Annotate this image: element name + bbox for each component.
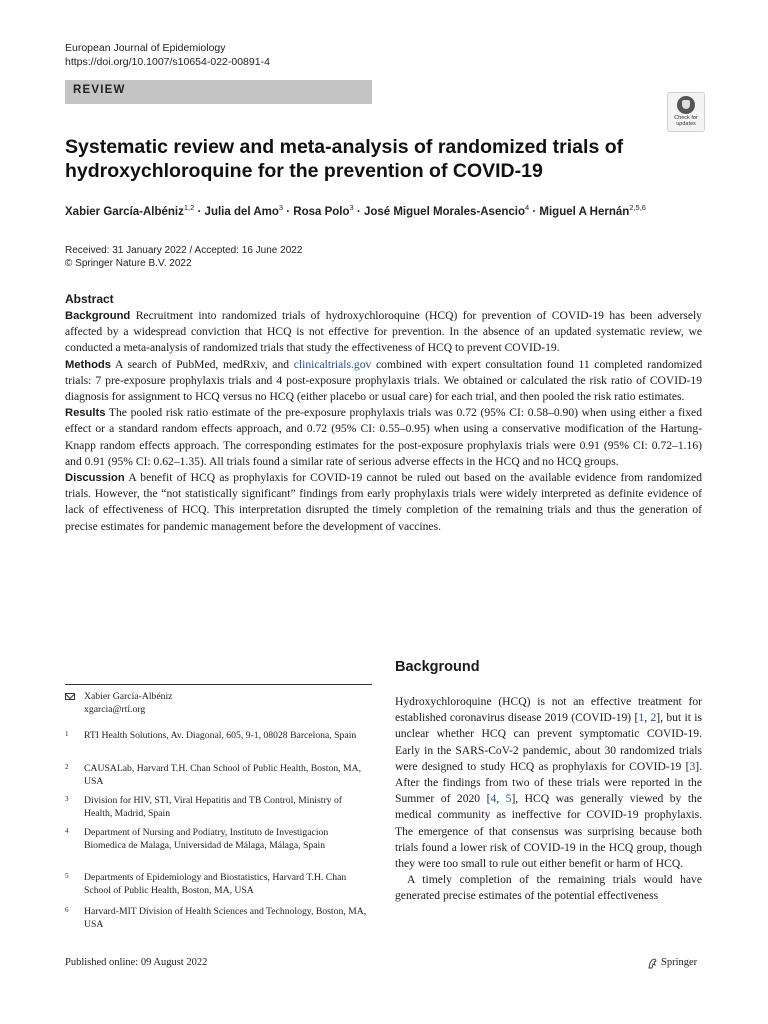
- citation-link[interactable]: 4: [490, 792, 497, 806]
- abstract-discussion-label: Discussion: [65, 472, 125, 485]
- author-affiliation: 4: [524, 203, 530, 212]
- affiliation-text: Division for HIV, STI, Viral Hepatitis and TB Control, Ministry of Health, Madrid, Spain: [84, 795, 343, 819]
- author-list: Xabier García-Albéniz$^{1,2}$ · Julia del Amo$^3$ · Rosa Polo$^3$ · José Miguel Morales-Asencio$^4$ · Miguel A Hernán$^{2,5,6}$: [65, 203, 646, 218]
- bookmark-icon: [677, 96, 695, 114]
- body-text: ,: [644, 711, 651, 725]
- abstract-results-text: The pooled risk ratio estimate of the pre-exposure prophylaxis trials was 0.72 (95% CI: 0.58–0.90) when using either a fixed effect or a standard random effects approach, and 0.72 (95% CI: 0.55–0.95) when using a conservative modification of the Hartung-Knapp random effects approach. The corresponding estimates for the post-exposure prophylaxis trials were 0.91 (95% CI: 0.72–1.16) and 0.91 (95% CI: 0.62–1.35). All trials found a similar rate of serious adverse effects in the HCQ and no HCQ groups.: [65, 406, 702, 468]
- background-paragraph: [395, 694, 702, 872]
- correspondence-name: Xabier García-Albéniz: [84, 691, 173, 702]
- author-name[interactable]: Julia del Amo: [204, 206, 279, 218]
- affiliation-text: Department of Nursing and Podiatry, Instituto de Investigacion Biomedica de Malaga, Universidad de Málaga, Málaga, Spain: [84, 827, 329, 851]
- springer-horse-icon: [648, 958, 657, 969]
- citation-link[interactable]: 1: [638, 711, 645, 725]
- affiliation-item: [65, 905, 365, 933]
- abstract-methods: [65, 357, 702, 406]
- check-for-updates-badge[interactable]: [667, 92, 705, 132]
- footnote-divider: [65, 684, 372, 685]
- abstract-background-text: Recruitment into randomized trials of hydroxychloroquine (HCQ) for prevention of COVID-19 has been adversely affected by a widespread conviction that HCQ is not effective for prevention. In the absence of an updated systematic review, we conducted a meta-analysis of randomized trials that study the effectiveness of HCQ to prevent COVID-19.: [65, 309, 702, 355]
- affiliation-number: 1: [65, 730, 69, 738]
- affiliation-text: RTI Health Solutions, Av. Diagonal, 605, 9-1, 08028 Barcelona, Spain: [84, 730, 357, 741]
- author-affiliation: 3: [349, 203, 354, 212]
- author-name[interactable]: José Miguel Morales-Asencio: [363, 206, 525, 218]
- abstract-discussion: [65, 470, 702, 535]
- abstract-methods-text: A search of PubMed, medRxiv, and: [115, 357, 290, 371]
- citation-link[interactable]: 2: [650, 711, 657, 725]
- affiliation-number: 2: [65, 763, 69, 771]
- published-date: Published online: 09 August 2022: [65, 957, 208, 968]
- abstract-background: [65, 308, 702, 357]
- author-name[interactable]: Miguel A Hernán: [539, 206, 630, 218]
- publisher-name: Springer: [661, 957, 698, 968]
- correspondence: [65, 690, 365, 718]
- background-body: [395, 694, 702, 905]
- author-affiliation: 2,5,6: [629, 203, 646, 212]
- author-name[interactable]: Rosa Polo: [293, 206, 350, 218]
- affiliation-item: [65, 794, 365, 822]
- body-text: ], HCQ was generally viewed by the medical community as ineffective for COVID-19 prophylaxis. The emergence of that consensus was surprising because both trials found a lower risk of COVID-19 in the HCQ group, though they were too small to rule out either benefit or harm of HCQ.: [395, 792, 702, 871]
- copyright-notice: © Springer Nature B.V. 2022: [65, 258, 192, 269]
- body-text: ]. After the findings from two of these trials were reported in the Summer of 2020 [: [395, 759, 702, 806]
- affiliation-text: Departments of Epidemiology and Biostatistics, Harvard T.H. Chan School of Public Health, Boston, MA, USA: [84, 872, 347, 896]
- article-title: Systematic review and meta-analysis of randomized trials of hydroxychloroquine for the prevention of COVID-19: [65, 136, 624, 182]
- journal-name: European Journal of Epidemiology: [65, 42, 226, 54]
- affiliation-number: 6: [65, 906, 69, 914]
- affiliation-item: [65, 762, 365, 790]
- background-paragraph: A timely completion of the remaining trials would have generated precise estimates of the potential effectiveness: [395, 873, 702, 903]
- abstract-results: [65, 405, 702, 470]
- author-affiliation: 3: [278, 203, 284, 212]
- check-for-updates-label: Check for updates: [674, 115, 698, 127]
- abstract-methods-label: Methods: [65, 358, 111, 371]
- received-accepted-dates: Received: 31 January 2022 / Accepted: 16 June 2022: [65, 245, 303, 256]
- affiliation-text: CAUSALab, Harvard T.H. Chan School of Public Health, Boston, MA, USA: [84, 763, 362, 787]
- clinicaltrials-link[interactable]: clinicaltrials.gov: [293, 357, 372, 371]
- body-text: Hydroxychloroquine (HCQ) is not an effective treatment for established coronavirus disease 2019 (COVID-19) [: [395, 695, 702, 725]
- abstract-results-label: Results: [65, 407, 106, 420]
- affiliation-text: Harvard-MIT Division of Health Sciences and Technology, Boston, MA, USA: [84, 906, 367, 930]
- background-heading: Background: [395, 659, 480, 675]
- abstract-background-label: Background: [65, 310, 131, 322]
- abstract-heading: Abstract: [65, 292, 114, 306]
- abstract-discussion-text: A benefit of HCQ as prophylaxis for COVID-19 cannot be ruled out based on the available evidence from randomized trials. However, the “not statistically significant” findings from early prophylaxis trials were widely interpreted as definite evidence of lack of effectiveness of HCQ. This interpretation disrupted the timely completion of the remaining trials and thus the generation of precise estimates for pandemic management before the development of vaccines.: [65, 471, 702, 533]
- affiliation-number: 5: [65, 872, 69, 880]
- affiliation-item: [65, 729, 365, 757]
- article-dates: [65, 244, 302, 270]
- body-text: ,: [496, 792, 506, 806]
- author-name[interactable]: Xabier García-Albéniz: [65, 206, 184, 218]
- affiliation-item: [65, 871, 365, 899]
- citation-link[interactable]: 3: [689, 759, 696, 773]
- envelope-icon: [65, 693, 75, 700]
- doi-link[interactable]: https://doi.org/10.1007/s10654-022-00891-4: [65, 56, 270, 68]
- section-label: REVIEW: [73, 84, 126, 96]
- author-affiliation: 1,2: [183, 203, 195, 212]
- abstract-body: [65, 308, 702, 535]
- abstract-methods-text-cont: combined with expert consultation found 11 completed randomized trials: 7 pre-exposure prophylaxis trials and 4 post-exposure prophylaxis trials. We obtained or calculated the risk ratio of COVID-19 diagnosis for assignment to HCQ versus no HCQ (either placebo or usual care) for each trial, and then pooled the risk ratio estimates.: [65, 357, 702, 404]
- body-text: ], but it is unclear whether HCQ can prevent symptomatic COVID-19. Early in the SARS-CoV-2 pandemic, about 30 randomized trials were designed to study HCQ as prophylaxis for COVID-19 [: [395, 711, 703, 773]
- section-banner: [65, 80, 372, 104]
- correspondence-email[interactable]: xgarcia@rti.org: [84, 704, 146, 715]
- journal-header: [65, 41, 270, 69]
- affiliation-number: 4: [65, 827, 69, 835]
- affiliation-number: 3: [65, 795, 69, 803]
- affiliation-item: [65, 826, 365, 868]
- citation-link[interactable]: 5: [505, 792, 512, 806]
